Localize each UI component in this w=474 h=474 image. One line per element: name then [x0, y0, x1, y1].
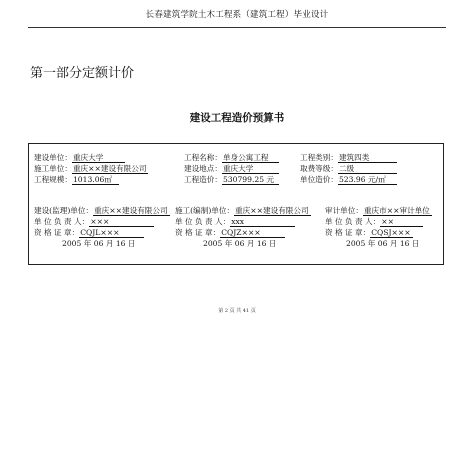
info-row-2-col-1	[34, 163, 148, 174]
header-rule	[28, 27, 446, 28]
sign-label: 单 位 负 责 人：	[325, 217, 381, 226]
info-row-1-col-1	[34, 152, 125, 163]
sign-value: CQJL×××	[79, 228, 144, 238]
sign-col-3-unit	[325, 205, 432, 216]
info-row-1-col-3	[300, 152, 397, 163]
sign-value: 重庆××建设有限公司	[94, 206, 168, 215]
page-footer: 第 2 页 共 41 页	[218, 308, 256, 314]
field-value: 重庆××建设有限公司	[72, 164, 147, 173]
field-label: 建设单位：	[34, 153, 72, 162]
info-row-1-col-2	[184, 152, 279, 163]
sign-col-2-unit	[175, 205, 311, 216]
field-label: 施工单位：	[34, 164, 72, 173]
sign-label: 施工(编制)单位：	[175, 206, 235, 215]
sign-col-2-person	[175, 216, 295, 227]
sign-label: 资 格 证 章：	[325, 228, 371, 237]
sign-value: 重庆××建设有限公司	[235, 206, 309, 215]
field-value: 重庆大学	[72, 153, 125, 163]
sign-value: ××	[380, 217, 423, 227]
section-title: 第一部分定额计价	[30, 66, 135, 81]
sign-col-3-date: 2005 年 06 月 16 日	[346, 239, 420, 248]
info-row-3-col-3	[300, 174, 397, 185]
sign-label: 资 格 证 章：	[175, 228, 221, 237]
sign-value: xxx	[230, 217, 295, 227]
info-row-3-col-2	[184, 174, 279, 185]
sign-col-1-date: 2005 年 06 月 16 日	[62, 239, 136, 248]
document-title: 建设工程造价预算书	[189, 112, 285, 124]
field-label: 单位造价：	[300, 175, 338, 184]
sign-value: 重庆市××审计单位	[363, 206, 430, 215]
sign-label: 建设(监理)单位：	[34, 206, 94, 215]
field-label: 工程类别：	[300, 153, 338, 162]
field-label: 工程规模：	[34, 175, 72, 184]
sign-col-2-date: 2005 年 06 月 16 日	[203, 239, 277, 248]
field-value: 重庆大学	[222, 164, 279, 174]
info-row-2-col-3	[300, 163, 397, 174]
sign-label: 审计单位：	[325, 206, 363, 215]
field-label: 取费等级：	[300, 164, 338, 173]
sign-col-1-cert	[34, 227, 144, 238]
sign-value: CQSJ×××	[370, 228, 413, 238]
info-row-3-col-1	[34, 174, 119, 185]
sign-col-3-person	[325, 216, 423, 227]
field-label: 工程造价：	[184, 175, 222, 184]
sign-value: ×××	[89, 217, 154, 227]
sign-label: 单 位 负 责 人：	[175, 217, 231, 226]
field-value: 单身公寓工程	[222, 153, 279, 163]
field-value: 530799.25 元	[222, 175, 279, 185]
sign-value: CQJZ×××	[220, 228, 285, 238]
sign-label: 资 格 证 章：	[34, 228, 80, 237]
page-header: 长春建筑学院土木工程系（建筑工程）毕业设计	[145, 10, 329, 20]
info-row-2-col-2	[184, 163, 279, 174]
field-value: 二级	[338, 164, 397, 174]
sign-col-3-cert	[325, 227, 413, 238]
field-value: 建筑四类	[338, 153, 397, 163]
sign-col-2-cert	[175, 227, 285, 238]
sign-col-1-unit	[34, 205, 170, 216]
sign-col-1-person	[34, 216, 154, 227]
field-value: 1013.06㎡	[72, 175, 119, 185]
field-label: 建设地点：	[184, 164, 222, 173]
field-value: 523.96 元/㎡	[338, 175, 397, 185]
field-label: 工程名称：	[184, 153, 222, 162]
sign-label: 单 位 负 责 人：	[34, 217, 90, 226]
